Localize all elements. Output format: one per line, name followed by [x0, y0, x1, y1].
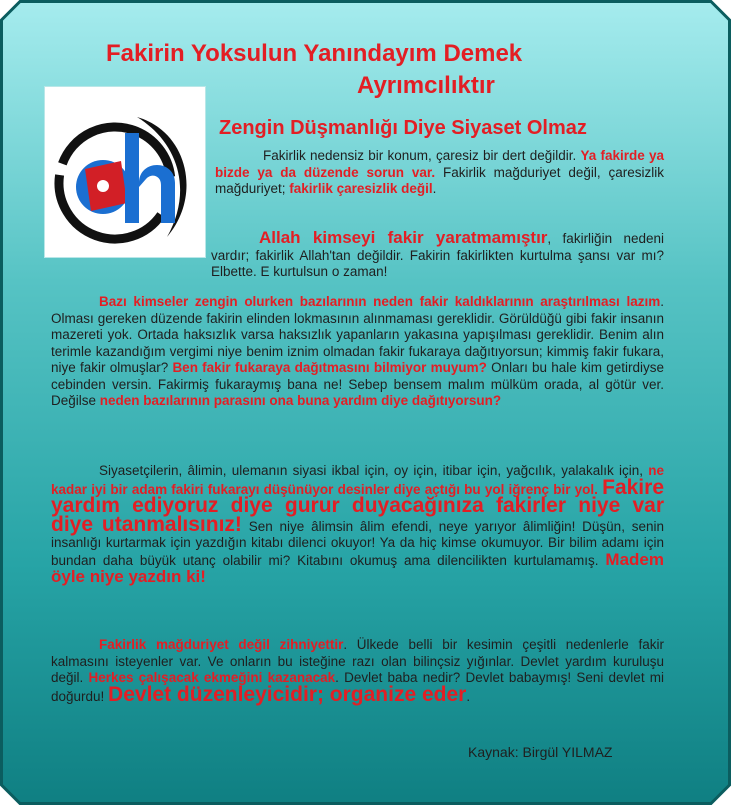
paragraph-3: Bazı kimseler zengin olurken bazılarının neden fakir kaldıklarının araştırılması lazım. Olması gereken düzende fakirin elinden lokmasının alınmaması gereklidir. Görüldüğü gibi fakir insanın mazereti yok. Ortada haksızlık varsa haksızlık yapanların yakasına yapışılması gereklidir. Benim alın terimle kazandığım vergimi niye benim iznim olmadan fakir fukaraya dağıtıyorsun; kimmiş fakir fukara, niye fakir olmuşlar? Ben fakir fukaraya dağıtmasını bilmiyor muyum? Onları bu hale kim getirdiyse cebinden versin. Fakirmiş fukaraymış bana ne! Sebep bensem malım mülküm orada, al götür ver. Değilse neden bazılarının parasını ona buna yardım diye dağıtıyorsun?	[51, 294, 665, 408]
paragraph-4: Siyasetçilerin, âlimin, ulemanın siyasi ikbal için, oy için, itibar için, yağcılık, yalakalık için, ne kadar iyi bir adam fakiri fukarayı düşünüyor desinler diye açtığı bu yol iğrenç bir yol. Fakire yardım ediyoruz diye gurur duyacağınıza fakirler niye var diye utanmalısınız! Sen niye âlimsin âlim efendi, neye yarıyor âlimliğin! Düşün, senin insanlığı kurtarmak için yazdığın kitabı dilenci okuyor! Ya da hiç kimse okumuyor. Bir bilim adamı için bundan daha büyük utanç olabilir mi? Kitabını okumuş ama dilencilikten kurtulamamış. Madem öyle niye yazdın ki!	[51, 463, 665, 586]
paragraph-1: Fakirlik nedensiz bir konum, çaresiz bir dert değildir. Ya fakirde ya bizde ya da düzende sorun var. Fakirlik mağduriyet değil, çaresizlik mağduriyet; fakirlik çaresizlik değil.	[215, 148, 665, 196]
title-line-1: Fakirin Yoksulun Yanındayım Demek	[106, 40, 523, 67]
logo	[44, 86, 206, 258]
subtitle: Zengin Düşmanlığı Diye Siyaset Olmaz	[219, 117, 587, 139]
paragraph-5: Fakirlik mağduriyet değil zihniyettir. Ülkede belli bir kesimin çeşitli nedenlerle fakir kalmasını isteyenler var. Ve onların bu isteğine razı olan bilinçsiz yığınlar. Devlet yardım kuruluşu değil. Herkes çalışacak ekmeğini kazanacak. Devlet baba nedir? Devlet babaymış! Seni devlet mi doğurdu! Devlet düzenleyicidir; organize eder.	[51, 637, 664, 706]
title-line-2: Ayrımcılıktır	[357, 72, 495, 99]
paragraph-2: Allah kimseyi fakir yaratmamıştır, fakirliğin nedeni vardır; fakirlik Allah'tan değildir. Fakirin fakirlikten kurtulma şansı var mı? Elbette. E kurtulsun o zaman!	[211, 228, 664, 279]
source-credit: Kaynak: Birgül YILMAZ	[468, 744, 613, 760]
dh-logo-icon	[45, 87, 205, 257]
